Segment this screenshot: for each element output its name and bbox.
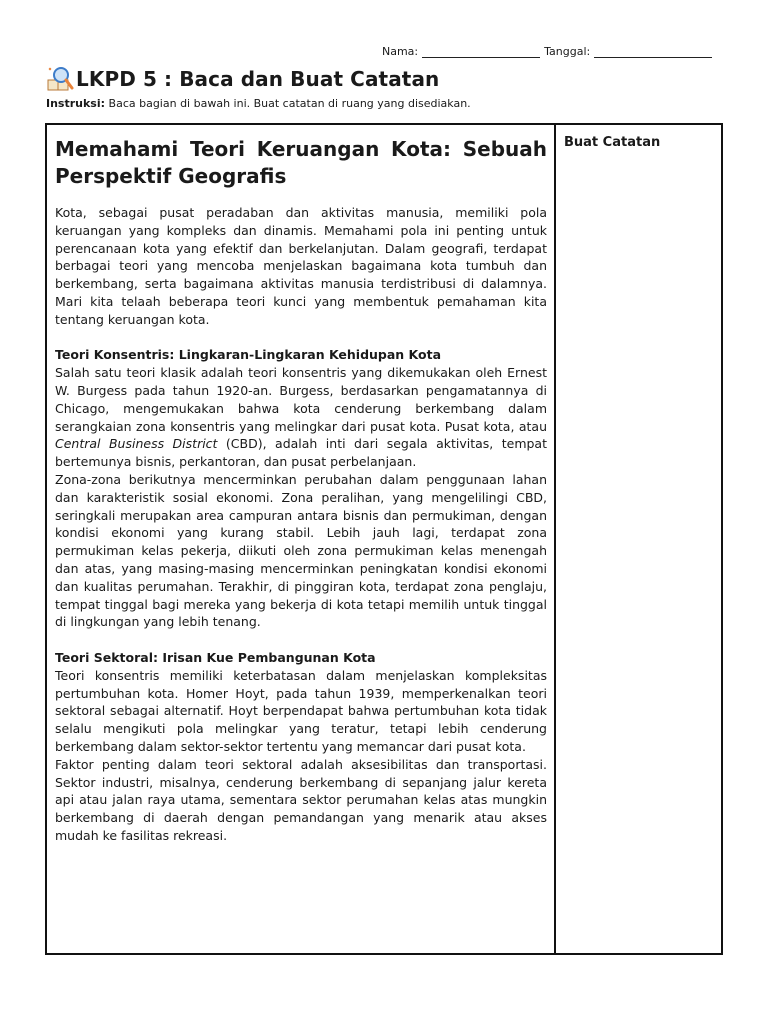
- notes-label: Buat Catatan: [564, 135, 661, 150]
- sectoral-paragraph-1: Teori konsentris memiliki keterbatasan dalam menjelaskan kompleksitas pertumbuhan kota. Homer Hoyt, pada tahun 1939, memperkenalkan teori sektoral sebagai alternatif. Hoyt berpendapat bahwa pertumbuhan kota tidak selalu mengikuti pola melingkar yang teratur, tetapi lebih cenderung berkembang dalam sektor-sektor tertentu yang memancar dari pusat kota.: [55, 667, 547, 754]
- page-header: [46, 64, 439, 94]
- article-title: Memahami Teori Keruangan Kota: Sebuah Perspektif Geografis: [55, 137, 547, 188]
- intro-paragraph: Kota, sebagai pusat peradaban dan aktivitas manusia, memiliki pola keruangan yang kompleks dan dinamis. Memahami pola ini penting untuk perencanaan kota yang efektif dan berkelanjutan. Dalam geografi, terdapat berbagai teori yang mencoba menjelaskan bagaimana kota tumbuh dan berkembang, serta bagaimana aktivitas manusia terdistribusi di dalamnya. Mari kita telaah beberapa teori kunci yang membentuk pemahaman kita tentang keruangan kota.: [55, 205, 547, 327]
- instruction: [46, 97, 471, 110]
- sectoral-paragraph-2: Faktor penting dalam teori sektoral adalah aksesibilitas dan transportasi. Sektor industri, misalnya, cenderung berkembang di sepanjang jalur kereta api atau jalan raya utama, sementara sektor perumahan kelas atas mungkin berkembang di daerah dengan pemandangan yang menarik atau akses mudah ke fasilitas rekreasi.: [55, 756, 547, 843]
- date-field[interactable]: [594, 47, 712, 58]
- concentric-paragraph-2: Zona-zona berikutnya mencerminkan perubahan dalam penggunaan lahan dan karakteristik sosial ekonomi. Zona peralihan, yang mengelilingi CBD, seringkali merupakan area campuran antara bisnis dan permukiman, dengan kondisi ekonomi yang kurang stabil. Lebih jauh lagi, terdapat zona permukiman kelas pekerja, diikuti oleh zona permukiman kelas menengah dan atas, yang masing-masing mencerminkan peningkatan kondisi ekonomi dan kualitas perumahan. Terakhir, di pinggiran kota, terdapat zona penglaju, tempat tinggal bagi mereka yang bekerja di kota tetapi memilih untuk tinggal di lingkungan yang lebih tenang.: [55, 471, 547, 630]
- instruction-label: Instruksi:: [46, 97, 106, 110]
- name-field[interactable]: [422, 47, 540, 58]
- instruction-text: Baca bagian di bawah ini. Buat catatan di ruang yang disediakan.: [108, 97, 471, 110]
- notes-column[interactable]: [556, 125, 721, 953]
- section-title-sectoral: Teori Sektoral: Irisan Kue Pembangunan Kota: [55, 649, 376, 665]
- reading-column: [47, 125, 556, 953]
- page-title: LKPD 5 : Baca dan Buat Catatan: [76, 67, 440, 91]
- section-title-concentric: Teori Konsentris: Lingkaran-Lingkaran Kehidupan Kota: [55, 347, 442, 363]
- cbd-term: Central Business District: [55, 436, 218, 452]
- name-date-line: [382, 45, 724, 58]
- date-label: Tanggal:: [544, 45, 591, 58]
- magnifier-book-icon: [46, 64, 74, 94]
- concentric-paragraph-1: Salah satu teori klasik adalah teori konsentris yang dikemukakan oleh Ernest W. Burgess pada tahun 1920-an. Burgess, berdasarkan pengamatannya di Chicago, mengemukakan bahwa kota cenderung berkembang dalam serangkaian zona konsentris yang melingkar dari pusat kota. Pusat kota, atau Central Business District (CBD), adalah inti dari segala aktivitas, tempat bertemunya bisnis, perkantoran, dan pusat perbelanjaan.: [55, 365, 547, 470]
- worksheet-table: [45, 123, 723, 955]
- name-label: Nama:: [382, 45, 419, 58]
